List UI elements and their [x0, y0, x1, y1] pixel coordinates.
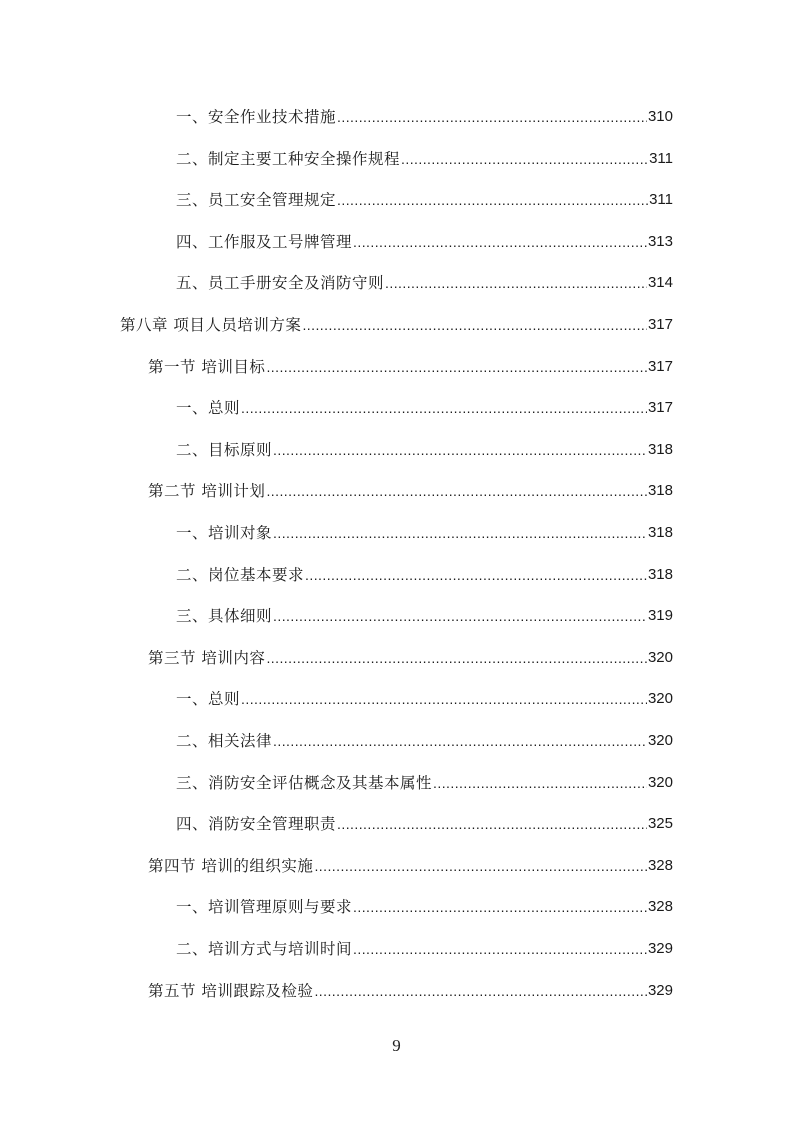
toc-dot-leader	[433, 770, 647, 796]
toc-entry-page: 329	[647, 981, 673, 999]
toc-entry[interactable]	[176, 811, 673, 837]
toc-entry-title: 二、培训方式与培训时间	[176, 940, 353, 958]
toc-entry-title: 一、培训管理原则与要求	[176, 898, 353, 917]
toc-entry[interactable]	[176, 395, 673, 421]
toc-entry-page: 325	[647, 815, 673, 833]
toc-section-entry[interactable]	[148, 645, 673, 671]
toc-entry-title: 一、总则	[176, 690, 241, 709]
toc-chapter-entry[interactable]	[120, 312, 673, 338]
toc-entry[interactable]	[176, 562, 673, 588]
toc-entry-title: 四、消防安全管理职责	[176, 815, 337, 834]
toc-dot-leader	[241, 686, 647, 712]
toc-entry-title: 第三节 培训内容	[148, 648, 266, 667]
toc-entry-page: 320	[647, 732, 673, 749]
toc-entry-page: 320	[647, 648, 673, 666]
toc-dot-leader	[353, 894, 647, 920]
toc-entry-title: 三、消防安全评估概念及其基本属性	[176, 773, 433, 792]
toc-entry-page: 318	[647, 524, 673, 541]
page-number: 9	[392, 1036, 401, 1055]
toc-dot-leader	[337, 104, 647, 130]
toc-entry-title: 四、工作服及工号牌管理	[176, 232, 353, 251]
toc-entry[interactable]	[176, 270, 673, 296]
toc-entry-title: 二、相关法律	[176, 732, 273, 750]
toc-entry-title: 第八章 项目人员培训方案	[120, 316, 302, 334]
toc-dot-leader	[302, 312, 647, 338]
toc-dot-leader	[401, 146, 648, 172]
toc-entry-title: 一、培训对象	[176, 524, 273, 542]
toc-entry-title: 五、员工手册安全及消防守则	[176, 274, 385, 293]
toc-dot-leader	[266, 354, 647, 380]
toc-dot-leader	[337, 187, 648, 213]
toc-dot-leader	[314, 853, 647, 879]
toc-section-entry[interactable]	[148, 354, 673, 380]
toc-entry-page: 318	[647, 482, 673, 500]
toc-entry[interactable]	[176, 520, 673, 546]
toc-entry[interactable]	[176, 936, 673, 962]
toc-dot-leader	[273, 520, 647, 546]
toc-entry-page: 310	[647, 108, 673, 125]
toc-entry[interactable]	[176, 146, 673, 172]
toc-entry-page: 314	[647, 274, 673, 292]
toc-dot-leader	[273, 728, 647, 754]
toc-entry-page: 317	[647, 357, 673, 375]
toc-entry-title: 第二节 培训计划	[148, 482, 266, 501]
toc-entry-page: 320	[647, 773, 673, 791]
toc-dot-leader	[314, 978, 647, 1004]
toc-entry[interactable]	[176, 894, 673, 920]
toc-dot-leader	[266, 645, 647, 671]
toc-entry-title: 第四节 培训的组织实施	[148, 856, 314, 875]
toc-dot-leader	[305, 562, 647, 588]
toc-entry-title: 一、安全作业技术措施	[176, 108, 337, 126]
toc-entry-title: 三、员工安全管理规定	[176, 191, 337, 210]
toc-entry-page: 317	[647, 399, 673, 417]
toc-entry-page: 311	[649, 191, 673, 209]
toc-section-entry[interactable]	[148, 978, 673, 1004]
toc-dot-leader	[273, 437, 647, 463]
toc-entry[interactable]	[176, 104, 673, 130]
toc-entry-page: 318	[647, 565, 673, 583]
toc-dot-leader	[273, 603, 647, 629]
toc-section-entry[interactable]	[148, 478, 673, 504]
toc-entry-title: 三、具体细则	[176, 607, 273, 626]
toc-entry-title: 第五节 培训跟踪及检验	[148, 981, 314, 1000]
toc-entry-page: 320	[647, 690, 673, 708]
toc-entry[interactable]	[176, 686, 673, 712]
toc-dot-leader	[337, 811, 647, 837]
toc-dot-leader	[266, 478, 647, 504]
toc-entry[interactable]	[176, 603, 673, 629]
toc-entry-page: 328	[647, 856, 673, 874]
toc-entry-title: 第一节 培训目标	[148, 357, 266, 376]
toc-dot-leader	[385, 270, 647, 296]
toc-entry[interactable]	[176, 229, 673, 255]
toc-entry[interactable]	[176, 728, 673, 754]
toc-dot-leader	[241, 395, 647, 421]
toc-entry-page: 313	[647, 232, 673, 250]
toc-entry[interactable]	[176, 770, 673, 796]
toc-entry-page: 329	[647, 940, 673, 957]
toc-entry-title: 二、岗位基本要求	[176, 565, 305, 584]
toc-entry-title: 二、目标原则	[176, 440, 273, 459]
toc-entry-page: 317	[647, 316, 673, 333]
toc-dot-leader	[353, 936, 647, 962]
toc-entry-page: 328	[647, 898, 673, 916]
toc-entry-page: 311	[649, 149, 673, 167]
toc-entry-page: 319	[647, 607, 673, 625]
toc-dot-leader	[353, 229, 647, 255]
toc-entry[interactable]	[176, 437, 673, 463]
toc-entry-title: 一、总则	[176, 399, 241, 418]
toc-section-entry[interactable]	[148, 853, 673, 879]
toc-entry-title: 二、制定主要工种安全操作规程	[176, 149, 401, 168]
toc-entry-page: 318	[647, 440, 673, 458]
toc-entry[interactable]	[176, 187, 673, 213]
